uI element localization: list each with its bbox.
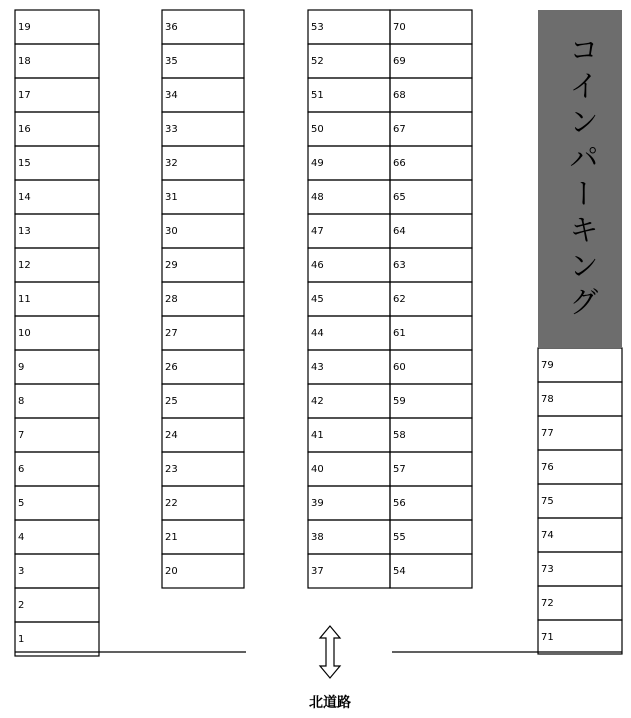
stall-number: 17 <box>18 90 31 101</box>
stall-number: 61 <box>393 328 406 339</box>
stall-number: 38 <box>311 532 324 543</box>
stall-number: 33 <box>165 124 178 135</box>
stall-number: 25 <box>165 396 178 407</box>
stall-number: 74 <box>541 530 554 541</box>
stall-number: 78 <box>541 394 554 405</box>
stall-number: 36 <box>165 22 178 33</box>
stall-number: 1 <box>18 634 25 645</box>
stall-number: 41 <box>311 430 324 441</box>
stall-number: 9 <box>18 362 25 373</box>
stall-number: 34 <box>165 90 178 101</box>
stall-number: 19 <box>18 22 31 33</box>
stall-number: 18 <box>18 56 31 67</box>
stall-number: 10 <box>18 328 31 339</box>
stall-number: 42 <box>311 396 324 407</box>
stall-number: 62 <box>393 294 406 305</box>
stall-number: 71 <box>541 632 554 643</box>
stall-number: 28 <box>165 294 178 305</box>
stall-number: 29 <box>165 260 178 271</box>
stall-number: 43 <box>311 362 324 373</box>
stall-number: 68 <box>393 90 406 101</box>
stall-number: 23 <box>165 464 178 475</box>
stall-number: 55 <box>393 532 406 543</box>
stall-number: 16 <box>18 124 31 135</box>
stall-number: 76 <box>541 462 554 473</box>
parking-stall <box>15 622 99 656</box>
stall-number: 46 <box>311 260 324 271</box>
stall-number: 50 <box>311 124 324 135</box>
stall-number: 4 <box>18 532 25 543</box>
stall-number: 75 <box>541 496 554 507</box>
stall-number: 54 <box>393 566 406 577</box>
coin-parking-label: コインパーキング <box>563 34 598 322</box>
stall-number: 3 <box>18 566 25 577</box>
stall-number: 77 <box>541 428 554 439</box>
stall-number: 22 <box>165 498 178 509</box>
parking-stall <box>15 350 99 384</box>
stall-number: 65 <box>393 192 406 203</box>
stall-number: 49 <box>311 158 324 169</box>
stall-number: 56 <box>393 498 406 509</box>
stall-number: 12 <box>18 260 31 271</box>
parking-stall <box>15 588 99 622</box>
parking-stall <box>15 520 99 554</box>
stall-number: 7 <box>18 430 25 441</box>
stall-number: 72 <box>541 598 554 609</box>
parking-stall <box>15 452 99 486</box>
stall-number: 63 <box>393 260 406 271</box>
stall-number: 27 <box>165 328 178 339</box>
stall-number: 37 <box>311 566 324 577</box>
stall-number: 53 <box>311 22 324 33</box>
parking-stall <box>15 554 99 588</box>
stall-number: 66 <box>393 158 406 169</box>
stall-number: 11 <box>18 294 31 305</box>
stall-number: 79 <box>541 360 554 371</box>
stall-number: 13 <box>18 226 31 237</box>
stall-number: 8 <box>18 396 25 407</box>
stall-number: 59 <box>393 396 406 407</box>
parking-stall <box>15 486 99 520</box>
stall-number: 32 <box>165 158 178 169</box>
stall-number: 47 <box>311 226 324 237</box>
stall-number: 35 <box>165 56 178 67</box>
stall-number: 52 <box>311 56 324 67</box>
stall-number: 2 <box>18 600 25 611</box>
stall-number: 60 <box>393 362 406 373</box>
stall-number: 24 <box>165 430 178 441</box>
stall-number: 40 <box>311 464 324 475</box>
stall-number: 39 <box>311 498 324 509</box>
stall-number: 5 <box>18 498 25 509</box>
stall-number: 48 <box>311 192 324 203</box>
stall-number: 73 <box>541 564 554 575</box>
stall-number: 21 <box>165 532 178 543</box>
stall-number: 67 <box>393 124 406 135</box>
stall-number: 30 <box>165 226 178 237</box>
stall-number: 26 <box>165 362 178 373</box>
stall-number: 20 <box>165 566 178 577</box>
parking-stall <box>15 418 99 452</box>
stall-number: 15 <box>18 158 31 169</box>
stall-number: 70 <box>393 22 406 33</box>
coin-parking-area <box>538 10 622 348</box>
stall-number: 6 <box>18 464 25 475</box>
stall-number: 45 <box>311 294 324 305</box>
parking-stall <box>15 384 99 418</box>
stall-number: 14 <box>18 192 31 203</box>
stall-number: 44 <box>311 328 324 339</box>
stalls-group <box>15 10 622 656</box>
double-arrow-vertical-icon <box>320 626 340 678</box>
stall-number: 64 <box>393 226 406 237</box>
stall-number: 58 <box>393 430 406 441</box>
stall-number: 69 <box>393 56 406 67</box>
north-road-label: 北道路 <box>309 695 351 711</box>
stall-number: 51 <box>311 90 324 101</box>
stall-number: 57 <box>393 464 406 475</box>
stall-number: 31 <box>165 192 178 203</box>
